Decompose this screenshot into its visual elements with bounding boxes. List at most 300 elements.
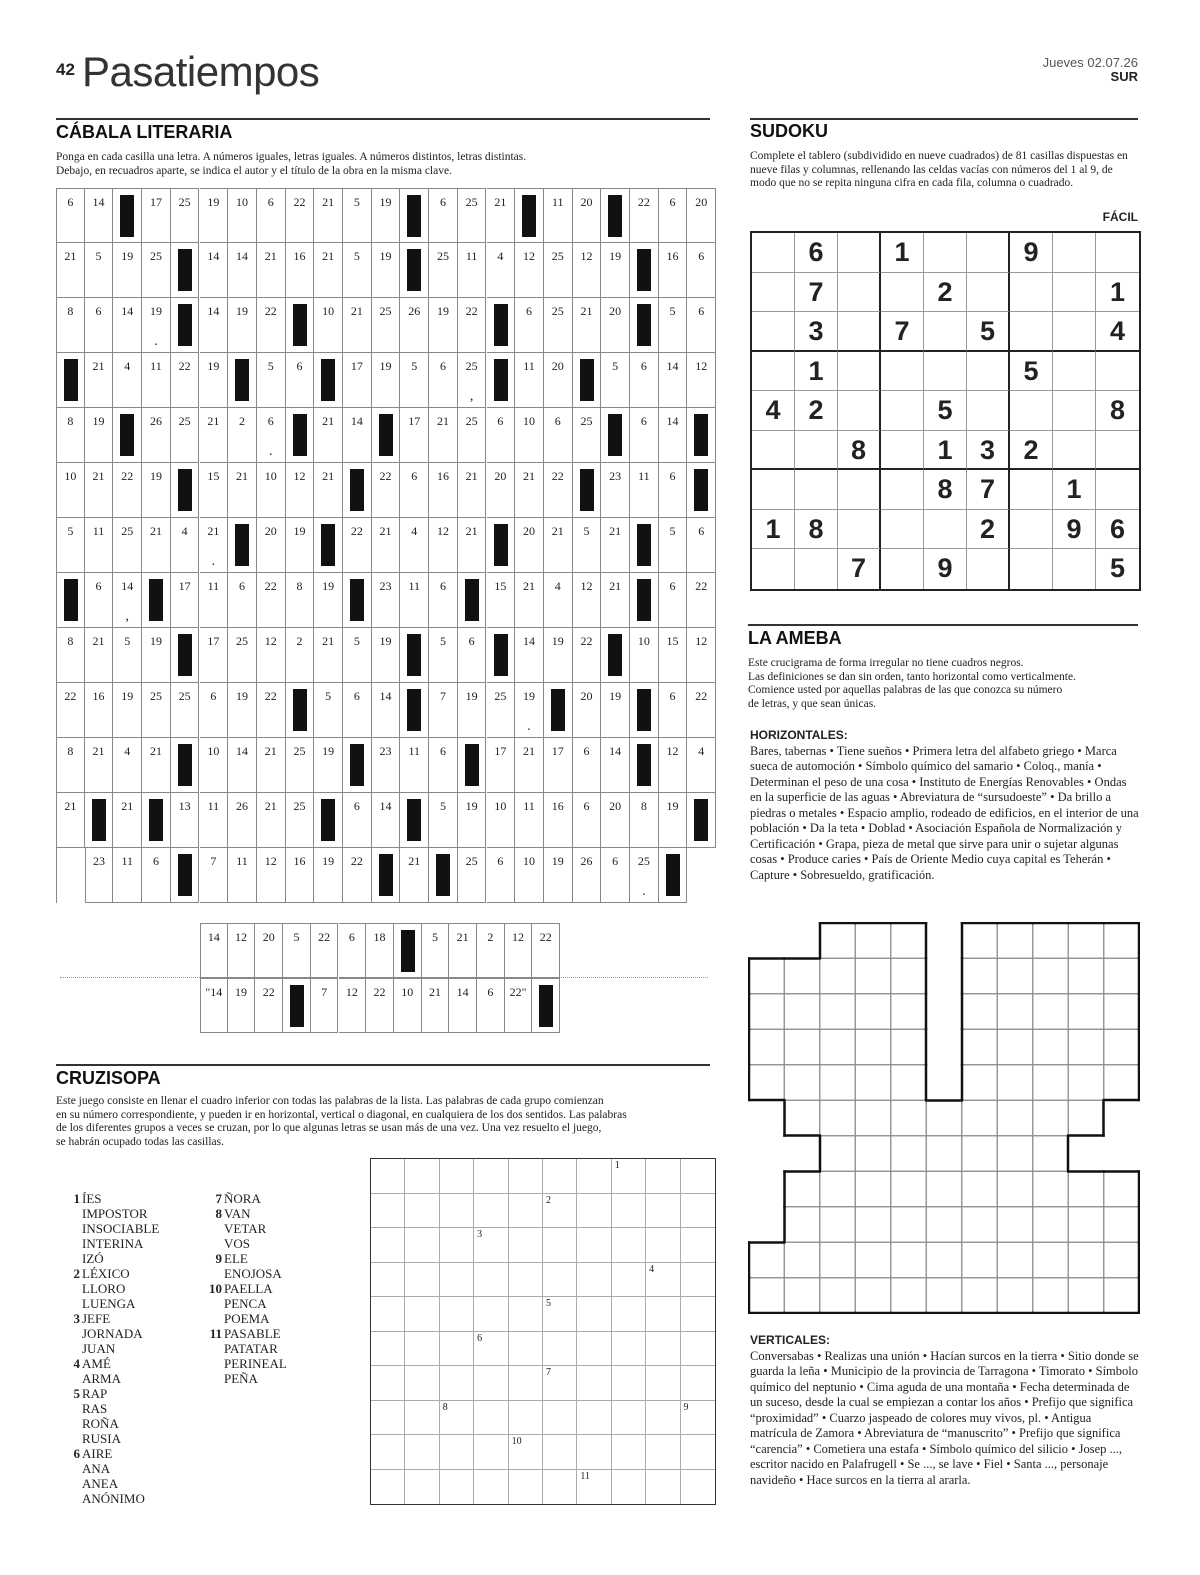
cabala-cell[interactable] [85, 408, 114, 463]
cabala-cell[interactable] [544, 353, 573, 408]
sopa-cell[interactable] [681, 1263, 715, 1298]
sudoku-cell[interactable] [1010, 470, 1053, 510]
cabala-cell[interactable] [487, 793, 516, 848]
cabala-cell[interactable] [343, 628, 372, 683]
sopa-cell[interactable] [681, 1228, 715, 1263]
sopa-cell[interactable] [371, 1263, 405, 1298]
cabala-cell[interactable] [311, 923, 339, 978]
cabala-cell[interactable] [343, 188, 372, 243]
cabala-cell[interactable] [142, 628, 171, 683]
ameba-cell[interactable] [998, 1136, 1033, 1171]
sudoku-cell[interactable]: 1 [795, 352, 838, 392]
sopa-cell[interactable] [371, 1332, 405, 1367]
cabala-cell[interactable] [257, 188, 286, 243]
ameba-cell[interactable] [785, 1278, 820, 1313]
ameba-cell[interactable] [1104, 1243, 1139, 1278]
ameba-cell[interactable] [1104, 1030, 1139, 1065]
ameba-cell[interactable] [998, 1243, 1033, 1278]
cabala-cell[interactable] [458, 793, 487, 848]
cabala-cell[interactable] [429, 738, 458, 793]
cabala-cell[interactable] [429, 463, 458, 518]
cabala-cell[interactable] [257, 793, 286, 848]
sopa-cell[interactable] [612, 1366, 646, 1401]
cabala-cell[interactable] [515, 628, 544, 683]
cabala-cell[interactable] [200, 793, 229, 848]
ameba-cell[interactable] [820, 1136, 855, 1171]
ameba-cell[interactable] [1033, 1136, 1068, 1171]
cabala-cell[interactable] [142, 353, 171, 408]
sudoku-cell[interactable] [924, 312, 967, 352]
sudoku-cell[interactable] [967, 352, 1010, 392]
sopa-cell[interactable] [440, 1194, 474, 1229]
cabala-cell[interactable] [400, 738, 429, 793]
cabala-cell[interactable] [687, 518, 716, 573]
sopa-cell[interactable] [405, 1159, 439, 1194]
sopa-cell[interactable] [646, 1194, 680, 1229]
cabala-cell[interactable] [372, 628, 401, 683]
sudoku-cell[interactable]: 2 [795, 391, 838, 431]
cabala-cell[interactable] [311, 978, 339, 1033]
sopa-cell[interactable] [371, 1194, 405, 1229]
ameba-cell[interactable] [962, 1101, 997, 1136]
sudoku-cell[interactable]: 7 [838, 549, 881, 589]
cabala-cell[interactable] [487, 463, 516, 518]
cabala-cell[interactable] [113, 573, 142, 628]
cabala-cell[interactable] [573, 518, 602, 573]
cabala-cell[interactable] [544, 243, 573, 298]
sudoku-cell[interactable] [838, 312, 881, 352]
sopa-cell[interactable] [371, 1366, 405, 1401]
sopa-cell[interactable] [681, 1435, 715, 1470]
sudoku-cell[interactable] [1010, 391, 1053, 431]
cabala-cell[interactable] [113, 738, 142, 793]
sudoku-cell[interactable]: 5 [967, 312, 1010, 352]
cabala-cell[interactable] [544, 298, 573, 353]
ameba-cell[interactable] [856, 1065, 891, 1100]
sopa-cell[interactable] [440, 1263, 474, 1298]
sudoku-cell[interactable] [967, 273, 1010, 313]
sudoku-cell[interactable]: 1 [1053, 470, 1096, 510]
ameba-cell[interactable] [891, 1243, 926, 1278]
sopa-cell[interactable] [405, 1366, 439, 1401]
cabala-cell[interactable] [400, 848, 429, 903]
ameba-cell[interactable] [927, 1243, 962, 1278]
ameba-cell[interactable] [856, 1278, 891, 1313]
ameba-cell[interactable] [998, 1207, 1033, 1242]
sopa-cell[interactable] [474, 1194, 508, 1229]
cabala-cell[interactable] [228, 978, 256, 1033]
ameba-cell[interactable] [1104, 1207, 1139, 1242]
sopa-cell[interactable] [371, 1435, 405, 1470]
cabala-cell[interactable] [630, 408, 659, 463]
cabala-cell[interactable] [171, 573, 200, 628]
ameba-cell[interactable] [891, 1101, 926, 1136]
sopa-cell[interactable] [440, 1435, 474, 1470]
sudoku-cell[interactable]: 5 [1109, 553, 1126, 583]
cabala-cell[interactable] [85, 518, 114, 573]
sopa-cell[interactable] [440, 1366, 474, 1401]
cabala-cell[interactable] [56, 628, 85, 683]
ameba-cell[interactable] [856, 1136, 891, 1171]
cabala-cell[interactable] [515, 738, 544, 793]
cabala-cell[interactable] [56, 463, 85, 518]
sopa-cell[interactable] [577, 1401, 611, 1436]
cabala-cell[interactable] [56, 188, 85, 243]
ameba-cell[interactable] [1033, 1243, 1068, 1278]
sopa-cell[interactable] [474, 1263, 508, 1298]
sopa-cell[interactable] [543, 1332, 577, 1367]
cabala-cell[interactable] [515, 243, 544, 298]
cabala-cell[interactable] [544, 463, 573, 518]
cabala-cell[interactable] [458, 188, 487, 243]
sudoku-cell[interactable]: 1 [1096, 273, 1139, 313]
sudoku-cell[interactable] [1096, 431, 1139, 471]
ameba-cell[interactable] [927, 1278, 962, 1313]
cabala-cell[interactable] [257, 518, 286, 573]
cabala-cell[interactable] [573, 243, 602, 298]
cabala-cell[interactable] [429, 683, 458, 738]
cabala-cell[interactable] [228, 683, 257, 738]
cabala-cell[interactable] [505, 978, 533, 1033]
sudoku-cell[interactable] [1096, 233, 1139, 273]
cabala-cell[interactable] [687, 683, 716, 738]
ameba-cell[interactable] [998, 1065, 1033, 1100]
ameba-cell[interactable] [891, 994, 926, 1029]
sopa-cell[interactable] [681, 1470, 715, 1505]
ameba-cell[interactable] [927, 1101, 962, 1136]
cabala-cell[interactable] [200, 408, 229, 463]
cabala-cell[interactable] [314, 243, 343, 298]
cabala-cell[interactable] [601, 738, 630, 793]
cabala-cell[interactable] [314, 298, 343, 353]
cabala-cell[interactable] [200, 738, 229, 793]
cabala-cell[interactable] [85, 243, 114, 298]
cabala-cell[interactable] [142, 848, 171, 903]
ameba-cell[interactable] [1104, 994, 1139, 1029]
cabala-cell[interactable] [630, 793, 659, 848]
cabala-cell[interactable] [487, 683, 516, 738]
sopa-cell[interactable] [543, 1263, 577, 1298]
sudoku-cell[interactable]: 1 [752, 510, 795, 550]
sudoku-cell[interactable] [924, 233, 967, 273]
sopa-cell[interactable] [612, 1470, 646, 1505]
cabala-cell[interactable] [286, 573, 315, 628]
ameba-cell[interactable] [927, 1172, 962, 1207]
cabala-cell[interactable] [477, 923, 505, 978]
cabala-cell[interactable] [544, 738, 573, 793]
sopa-cell[interactable] [509, 1332, 543, 1367]
cabala-cell[interactable] [171, 408, 200, 463]
cabala-cell[interactable] [171, 793, 200, 848]
sudoku-cell[interactable]: 1 [881, 233, 924, 273]
cabala-cell[interactable] [429, 243, 458, 298]
cabala-cell[interactable] [257, 683, 286, 738]
ameba-cell[interactable] [891, 1172, 926, 1207]
sudoku-cell[interactable] [967, 233, 1010, 273]
sopa-cell[interactable] [440, 1297, 474, 1332]
cabala-cell[interactable] [339, 978, 367, 1033]
cabala-cell[interactable] [200, 463, 229, 518]
cabala-cell[interactable] [515, 518, 544, 573]
ameba-cell[interactable] [856, 1207, 891, 1242]
sopa-cell[interactable] [681, 1159, 715, 1194]
cabala-cell[interactable] [601, 793, 630, 848]
cabala-cell[interactable] [366, 923, 394, 978]
ameba-cell[interactable] [1033, 1207, 1068, 1242]
ameba-cell[interactable] [785, 1207, 820, 1242]
sudoku-cell[interactable] [924, 510, 967, 550]
sudoku-cell[interactable] [1053, 273, 1096, 313]
cabala-cell[interactable] [343, 408, 372, 463]
sopa-cell[interactable] [577, 1366, 611, 1401]
sopa-cell[interactable] [681, 1366, 715, 1401]
cabala-cell[interactable] [601, 463, 630, 518]
cabala-cell[interactable] [372, 793, 401, 848]
ameba-cell[interactable] [962, 1172, 997, 1207]
ameba-cell[interactable] [856, 1243, 891, 1278]
cabala-cell[interactable] [659, 573, 688, 628]
sopa-cell[interactable] [543, 1297, 577, 1332]
ameba-cell[interactable] [1033, 1030, 1068, 1065]
sopa-cell[interactable] [440, 1401, 474, 1436]
sopa-cell[interactable] [509, 1159, 543, 1194]
sudoku-cell[interactable] [1010, 510, 1053, 550]
sopa-cell[interactable] [646, 1159, 680, 1194]
ameba-cell[interactable] [785, 1243, 820, 1278]
cabala-cell[interactable] [505, 923, 533, 978]
cabala-cell[interactable] [142, 408, 171, 463]
sudoku-cell[interactable]: 1 [924, 431, 967, 471]
ameba-cell[interactable] [1033, 994, 1068, 1029]
sopa-cell[interactable] [543, 1470, 577, 1505]
cabala-cell[interactable] [113, 518, 142, 573]
cabala-cell[interactable] [257, 298, 286, 353]
cabala-cell[interactable] [314, 628, 343, 683]
ameba-cell[interactable] [1033, 1278, 1068, 1313]
sudoku-cell[interactable]: 9 [1053, 510, 1096, 550]
cabala-cell[interactable] [659, 353, 688, 408]
cabala-cell[interactable] [573, 408, 602, 463]
ameba-cell[interactable] [785, 959, 820, 994]
ameba-cell[interactable] [962, 1207, 997, 1242]
cabala-cell[interactable] [458, 243, 487, 298]
cabala-cell[interactable] [515, 298, 544, 353]
cabala-cell[interactable] [200, 573, 229, 628]
cabala-cell[interactable] [601, 573, 630, 628]
cabala-cell[interactable] [142, 298, 171, 353]
cabala-cell[interactable] [573, 683, 602, 738]
cabala-cell[interactable] [314, 683, 343, 738]
ameba-cell[interactable] [891, 1207, 926, 1242]
cabala-cell[interactable] [228, 793, 257, 848]
cabala-cell[interactable] [200, 353, 229, 408]
ameba-cell[interactable] [785, 1030, 820, 1065]
sopa-cell[interactable] [405, 1228, 439, 1263]
sopa-cell[interactable] [646, 1263, 680, 1298]
sudoku-cell[interactable]: 3 [795, 312, 838, 352]
cabala-cell[interactable] [228, 243, 257, 298]
cabala-cell[interactable] [458, 518, 487, 573]
cabala-cell[interactable] [286, 738, 315, 793]
ameba-cell[interactable] [1033, 923, 1068, 958]
cabala-cell[interactable] [142, 738, 171, 793]
cabala-cell[interactable] [458, 848, 487, 903]
sopa-cell[interactable] [440, 1332, 474, 1367]
cabala-cell[interactable] [372, 243, 401, 298]
sopa-cell[interactable] [646, 1470, 680, 1505]
cabala-cell[interactable] [56, 298, 85, 353]
sudoku-cell[interactable] [838, 470, 881, 510]
cabala-cell[interactable] [487, 243, 516, 298]
cabala-cell[interactable] [515, 683, 544, 738]
sopa-cell[interactable] [577, 1194, 611, 1229]
ameba-cell[interactable] [856, 1101, 891, 1136]
cabala-cell[interactable] [257, 848, 286, 903]
ameba-cell[interactable] [856, 994, 891, 1029]
sudoku-cell[interactable] [1010, 312, 1053, 352]
sudoku-cell[interactable]: 2 [1010, 431, 1053, 471]
cabala-cell[interactable] [314, 738, 343, 793]
cabala-cell[interactable] [659, 298, 688, 353]
cabala-cell[interactable] [113, 298, 142, 353]
cabala-cell[interactable] [372, 188, 401, 243]
sopa-cell[interactable] [681, 1297, 715, 1332]
cabala-cell[interactable] [343, 298, 372, 353]
cabala-cell[interactable] [515, 463, 544, 518]
ameba-cell[interactable] [820, 923, 855, 958]
cabala-cell[interactable] [573, 848, 602, 903]
cabala-cell[interactable] [343, 353, 372, 408]
sopa-cell[interactable] [509, 1263, 543, 1298]
cabala-cell[interactable] [314, 188, 343, 243]
cabala-cell[interactable] [630, 463, 659, 518]
ameba-cell[interactable] [1104, 1172, 1139, 1207]
sudoku-cell[interactable] [752, 549, 795, 589]
sudoku-cell[interactable]: 7 [795, 273, 838, 313]
sopa-cell[interactable] [646, 1332, 680, 1367]
sopa-cell[interactable] [474, 1401, 508, 1436]
cabala-cell[interactable] [544, 848, 573, 903]
sudoku-cell[interactable] [1096, 352, 1139, 392]
ameba-cell[interactable] [820, 1030, 855, 1065]
cabala-cell[interactable] [257, 463, 286, 518]
cabala-cell[interactable] [544, 408, 573, 463]
sudoku-cell[interactable] [881, 431, 924, 471]
sopa-cell[interactable] [646, 1366, 680, 1401]
ameba-cell[interactable] [927, 1136, 962, 1171]
ameba-cell[interactable] [891, 1278, 926, 1313]
cabala-cell[interactable] [113, 683, 142, 738]
ameba-cell[interactable] [785, 1172, 820, 1207]
sudoku-cell[interactable] [838, 233, 881, 273]
sopa-cell[interactable] [612, 1263, 646, 1298]
ameba-cell[interactable] [749, 1065, 784, 1100]
ameba-cell[interactable] [749, 1030, 784, 1065]
cabala-cell[interactable] [85, 353, 114, 408]
ameba-cell[interactable] [820, 1278, 855, 1313]
cabala-cell[interactable] [372, 518, 401, 573]
cabala-cell[interactable] [659, 518, 688, 573]
cabala-cell[interactable] [85, 463, 114, 518]
sudoku-cell[interactable] [752, 273, 795, 313]
ameba-cell[interactable] [820, 1101, 855, 1136]
sopa-cell[interactable] [577, 1435, 611, 1470]
ameba-cell[interactable] [962, 1136, 997, 1171]
cabala-cell[interactable] [85, 683, 114, 738]
sopa-cell[interactable] [646, 1228, 680, 1263]
sudoku-cell[interactable]: 9 [924, 549, 967, 589]
cabala-cell[interactable] [601, 298, 630, 353]
sopa-cell[interactable] [577, 1332, 611, 1367]
sudoku-cell[interactable] [838, 510, 881, 550]
cabala-cell[interactable] [56, 683, 85, 738]
cabala-cell[interactable] [286, 628, 315, 683]
sopa-cell[interactable] [646, 1297, 680, 1332]
sopa-cell[interactable] [440, 1470, 474, 1505]
cabala-cell[interactable] [85, 738, 114, 793]
cabala-cell[interactable] [314, 848, 343, 903]
sopa-cell[interactable] [612, 1332, 646, 1367]
cabala-cell[interactable] [630, 848, 659, 903]
sudoku-cell[interactable]: 2 [967, 510, 1010, 550]
cabala-cell[interactable] [366, 978, 394, 1033]
cabala-cell[interactable] [257, 573, 286, 628]
cabala-cell[interactable] [142, 243, 171, 298]
cabala-cell[interactable] [687, 298, 716, 353]
cabala-cell[interactable] [487, 408, 516, 463]
sudoku-cell[interactable] [1053, 312, 1096, 352]
sopa-cell[interactable] [440, 1228, 474, 1263]
sudoku-cell[interactable] [752, 233, 795, 273]
cabala-cell[interactable] [659, 463, 688, 518]
cabala-cell[interactable] [573, 738, 602, 793]
ameba-cell[interactable] [1033, 1101, 1068, 1136]
sopa-cell[interactable] [612, 1159, 646, 1194]
cabala-cell[interactable] [429, 408, 458, 463]
cabala-cell[interactable] [314, 463, 343, 518]
sopa-cell[interactable] [577, 1470, 611, 1505]
cabala-cell[interactable] [56, 793, 85, 848]
ameba-cell[interactable] [998, 994, 1033, 1029]
cabala-cell[interactable] [601, 353, 630, 408]
sopa-cell[interactable] [474, 1297, 508, 1332]
cabala-cell[interactable] [171, 518, 200, 573]
cabala-cell[interactable] [113, 793, 142, 848]
cabala-cell[interactable] [286, 353, 315, 408]
cabala-cell[interactable] [286, 243, 315, 298]
cabala-cell[interactable] [257, 353, 286, 408]
ameba-cell[interactable] [1069, 1101, 1104, 1136]
cabala-cell[interactable] [573, 628, 602, 683]
cabala-cell[interactable] [372, 298, 401, 353]
cabala-cell[interactable] [429, 793, 458, 848]
sopa-cell[interactable] [681, 1194, 715, 1229]
sopa-cell[interactable] [405, 1263, 439, 1298]
cabala-cell[interactable] [659, 188, 688, 243]
ameba-cell[interactable] [1033, 959, 1068, 994]
cabala-cell[interactable] [113, 848, 142, 903]
cabala-cell[interactable] [228, 628, 257, 683]
cabala-cell[interactable] [487, 188, 516, 243]
sopa-cell[interactable] [371, 1159, 405, 1194]
sudoku-cell[interactable] [1010, 273, 1053, 313]
ameba-cell[interactable] [1104, 959, 1139, 994]
cabala-cell[interactable] [515, 353, 544, 408]
ameba-cell[interactable] [1104, 1278, 1139, 1313]
sopa-cell[interactable] [474, 1470, 508, 1505]
cabala-cell[interactable] [630, 188, 659, 243]
sopa-cell[interactable] [681, 1401, 715, 1436]
